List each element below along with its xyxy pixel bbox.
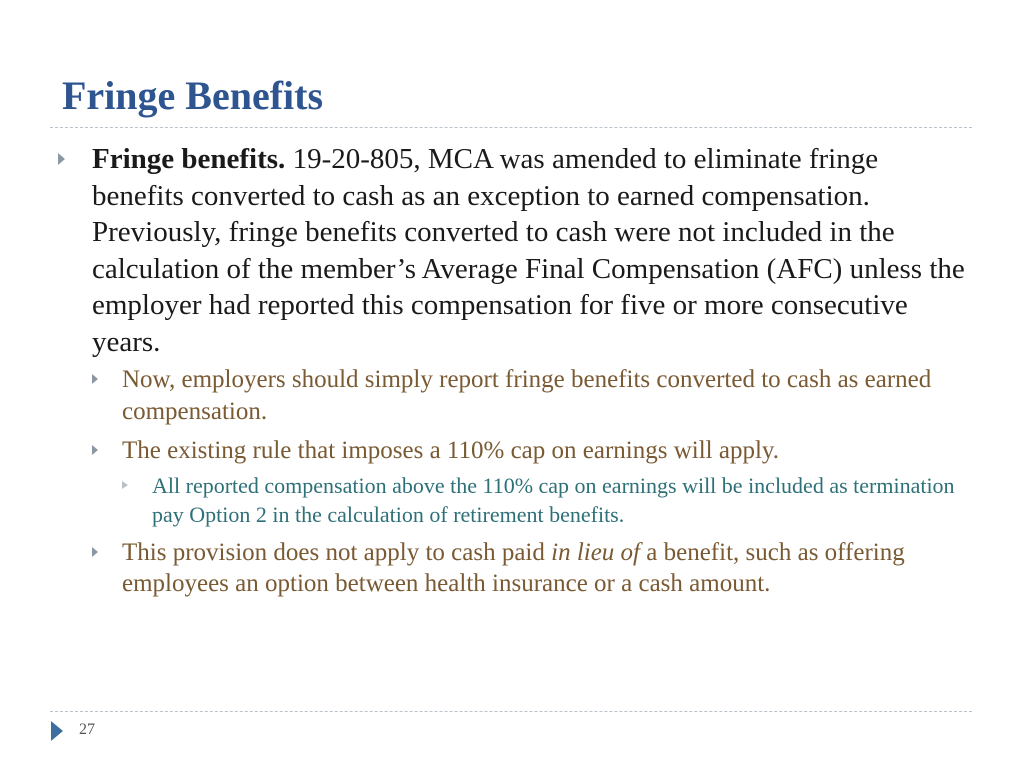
sub-bullet-110-cap bbox=[90, 435, 968, 467]
sub-bullet-text-before: This provision does not apply to cash paid bbox=[122, 538, 552, 566]
bullet-fringe-benefits bbox=[58, 141, 968, 360]
bullet-arrow-icon bbox=[92, 445, 98, 455]
sub-sub-bullet-termination-pay bbox=[122, 471, 968, 529]
footer-divider bbox=[50, 711, 972, 712]
bullet-text: 19-20-805, MCA was amended to eliminate fringe benefits converted to cash as an exception to earned compensation. Previously, fringe benefits converted to cash were not included in the calculation of the member’s Average Final Compensation (AFC) unless the employer had reported this compensation for five or more consecutive years. bbox=[92, 143, 965, 358]
sub-bullet-in-lieu-of bbox=[90, 537, 968, 600]
sub-bullet-text-after: a benefit, such as offering employees an option between health insurance or a cash amount. bbox=[122, 538, 905, 597]
bullet-arrow-icon bbox=[122, 481, 128, 489]
bullet-lead: Fringe benefits. bbox=[92, 143, 286, 175]
slide-body bbox=[58, 141, 968, 600]
sub-bullet-text: The existing rule that imposes a 110% cap on earnings will apply. bbox=[122, 437, 780, 464]
title-divider bbox=[50, 127, 972, 128]
bullet-arrow-icon bbox=[58, 153, 65, 165]
page-number: 27 bbox=[79, 721, 95, 738]
sub-bullet-text: Now, employers should simply report fringe benefits converted to cash as earned compensation. bbox=[122, 366, 932, 425]
sub-bullet-italic: in lieu of bbox=[551, 538, 641, 566]
slide-title: Fringe Benefits bbox=[62, 73, 324, 118]
sub-bullet-report-as-earned bbox=[90, 364, 968, 427]
bullet-arrow-icon bbox=[92, 374, 98, 384]
sub-sub-bullet-text: All reported compensation above the 110% cap on earnings will be included as termination pay Option 2 in the calculation of retirement benefits. bbox=[152, 472, 955, 527]
bullet-arrow-icon bbox=[92, 547, 98, 557]
footer-arrow-icon bbox=[51, 721, 63, 741]
